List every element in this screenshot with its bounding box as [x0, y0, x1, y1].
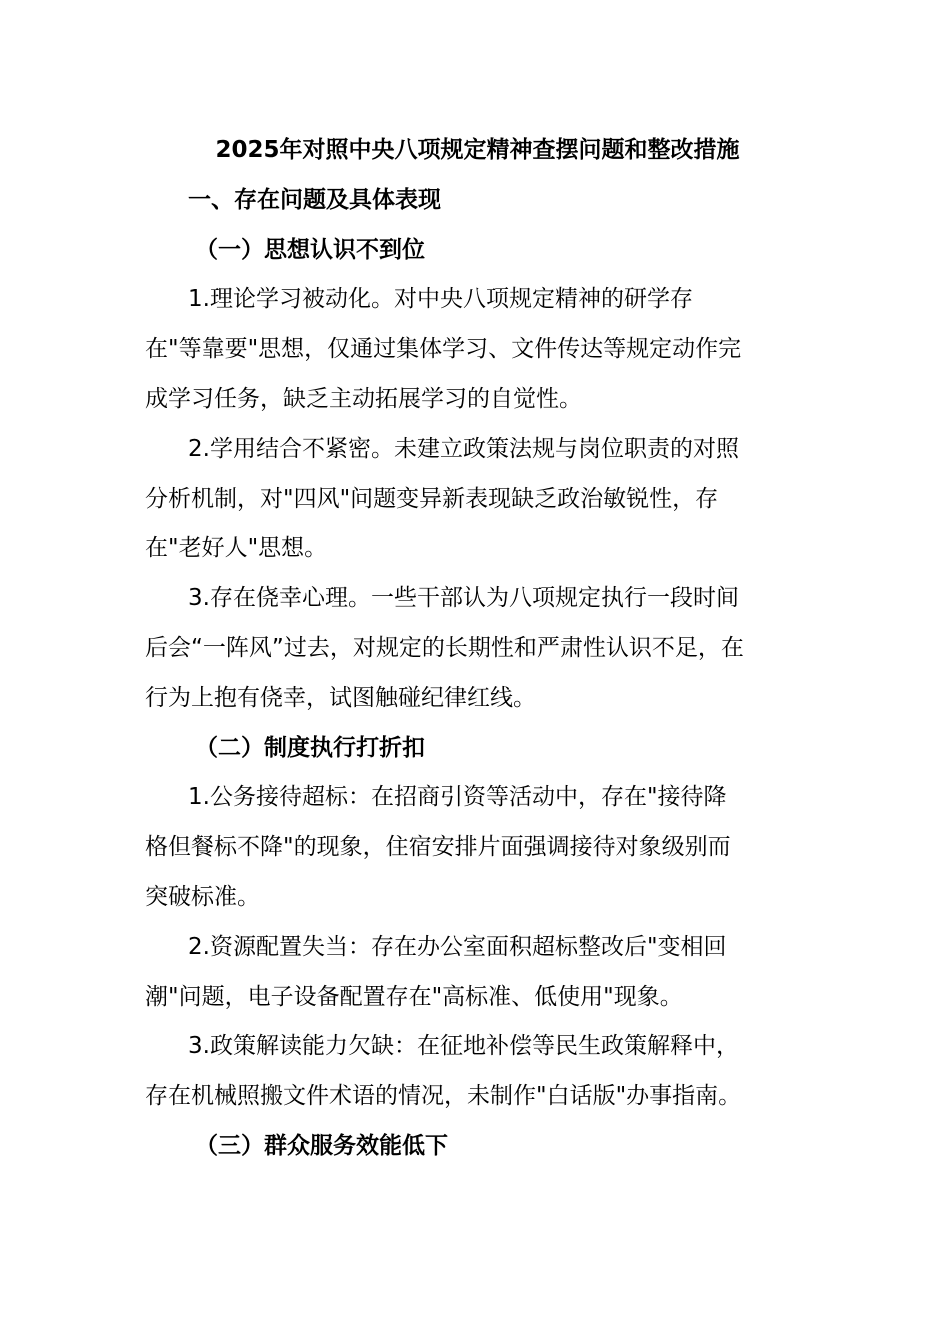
paragraph-line: 1.理论学习被动化。对中央八项规定精神的研学存	[188, 286, 693, 313]
paragraph-line: 格但餐标不降"的现象，住宿安排片面强调接待对象级别而	[145, 834, 731, 861]
paragraph-line: 后会“一阵风”过去，对规定的长期性和严肃性认识不足，在	[145, 634, 744, 661]
paragraph-line: 3.存在侥幸心理。一些干部认为八项规定执行一段时间	[188, 585, 739, 612]
subsection-heading-service: （三）群众服务效能低下	[195, 1132, 448, 1159]
section-heading-problems: 一、存在问题及具体表现	[188, 186, 441, 213]
paragraph-line: 在"等靠要"思想，仅通过集体学习、文件传达等规定动作完	[145, 336, 742, 363]
paragraph-line: 存在机械照搬文件术语的情况，未制作"白话版"办事指南。	[145, 1083, 742, 1110]
paragraph-line: 3.政策解读能力欠缺：在征地补偿等民生政策解释中，	[188, 1033, 739, 1060]
paragraph-item	[145, 574, 810, 723]
paragraph-item	[145, 275, 810, 424]
document-body	[145, 126, 810, 1172]
paragraph-item	[145, 425, 810, 574]
paragraph-line: 行为上抱有侥幸，试图触碰纪律红线。	[145, 684, 536, 711]
paragraph-item	[145, 923, 810, 1023]
paragraph-line: 分析机制，对"四风"问题变异新表现缺乏政治敏锐性，存	[145, 485, 719, 512]
paragraph-line: 成学习任务，缺乏主动拓展学习的自觉性。	[145, 385, 582, 412]
document-title: 2025年对照中央八项规定精神查摆问题和整改措施	[215, 137, 740, 163]
paragraph-item	[145, 773, 810, 922]
paragraph-line: 突破标准。	[145, 883, 260, 910]
paragraph-item	[145, 1022, 810, 1122]
paragraph-line: 2.资源配置失当：存在办公室面积超标整改后"变相回	[188, 933, 727, 960]
subsection-heading-ideology: （一）思想认识不到位	[195, 236, 425, 263]
paragraph-line: 潮"问题，电子设备配置存在"高标准、低使用"现象。	[145, 983, 683, 1010]
paragraph-line: 在"老好人"思想。	[145, 535, 328, 562]
subsection-heading-execution: （二）制度执行打折扣	[195, 734, 425, 761]
paragraph-line: 1.公务接待超标：在招商引资等活动中，存在"接待降	[188, 784, 727, 811]
paragraph-line: 2.学用结合不紧密。未建立政策法规与岗位职责的对照	[188, 435, 739, 462]
